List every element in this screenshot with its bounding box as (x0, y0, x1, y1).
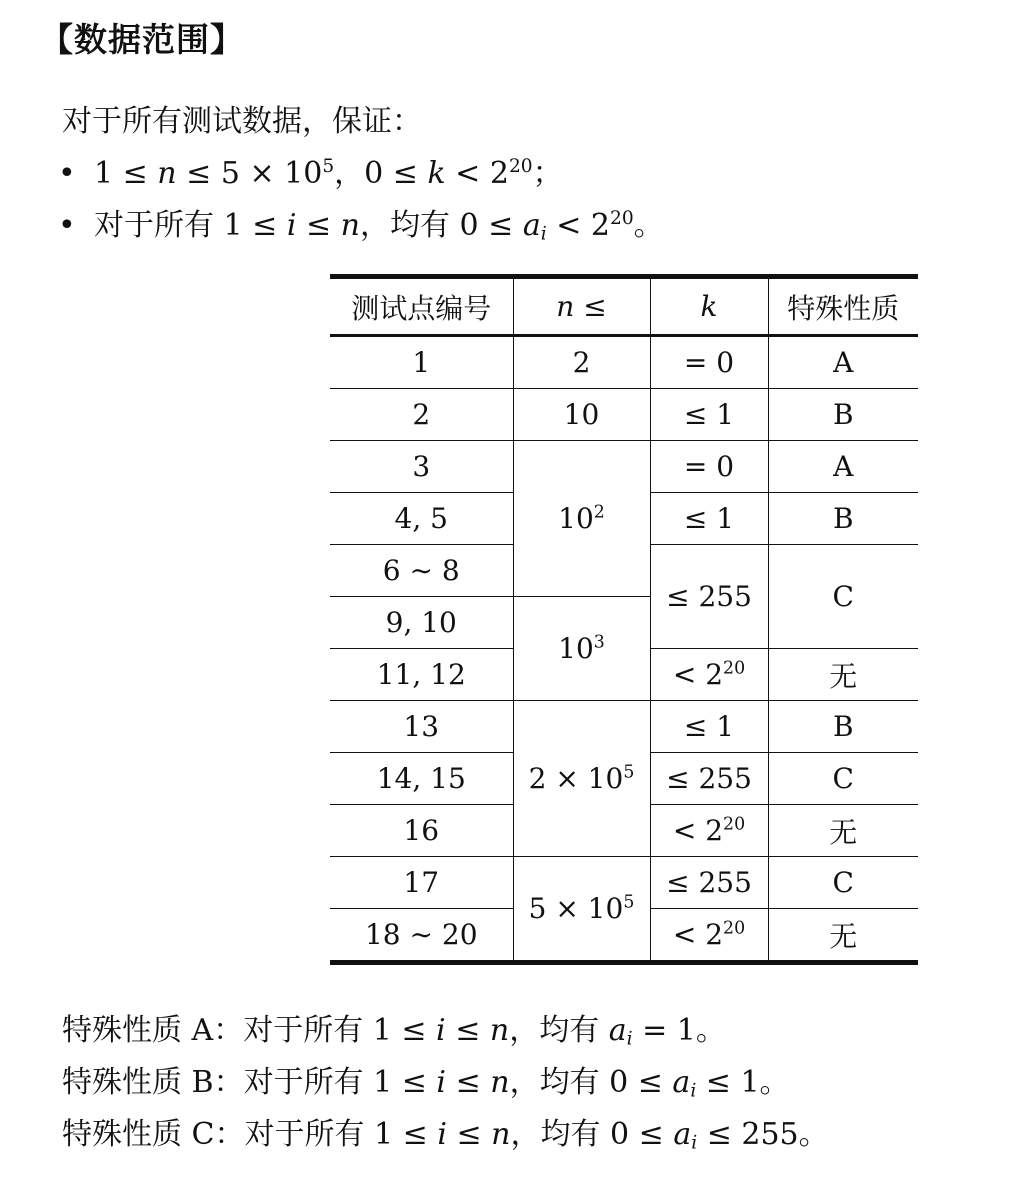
cell-k: ≤ 255 (650, 753, 768, 805)
cell-n: $10^2$ (513, 441, 650, 597)
section-title: 【数据范围】 (40, 20, 244, 59)
cell-property: 无 (768, 909, 918, 963)
cell-property: C (768, 753, 918, 805)
property-note-a: 特殊性质 A：对于所有 1 ≤ i ≤ n，均有 $a_i = 1$。 (62, 1013, 726, 1050)
cell-property: A (768, 336, 918, 389)
cell-n: $5 \times 10^5$ (513, 857, 650, 963)
cell-n: $10^3$ (513, 597, 650, 701)
bullet-dot-icon: • (58, 208, 76, 243)
cell-property: B (768, 701, 918, 753)
cell-k: < $2^{20}$ (650, 909, 768, 963)
cell-case: 17 (330, 857, 513, 909)
cell-k: ≤ 1 (650, 493, 768, 545)
cell-case: 3 (330, 441, 513, 493)
cell-property: C (768, 857, 918, 909)
cell-case: 2 (330, 389, 513, 441)
cell-property: B (768, 493, 918, 545)
cell-k: < $2^{20}$ (650, 649, 768, 701)
table-row (330, 336, 918, 389)
table-row (330, 441, 918, 493)
intro-text: 对于所有测试数据，保证： (62, 104, 422, 139)
constraint-bullet-1: • $1 \le n \le 5 \times 10^5$，$0 \le k < 2^{20}$； (58, 155, 563, 191)
test-case-table (330, 274, 918, 965)
header-property: 特殊性质 (768, 277, 918, 336)
table-row (330, 701, 918, 753)
cell-k: ≤ 255 (650, 857, 768, 909)
cell-case: 14, 15 (330, 753, 513, 805)
cell-case: 13 (330, 701, 513, 753)
header-k: k (650, 277, 768, 336)
table-row (330, 389, 918, 441)
cell-property: 无 (768, 649, 918, 701)
cell-case: 9, 10 (330, 597, 513, 649)
cell-k: = 0 (650, 441, 768, 493)
constraint-bullet-2: • 对于所有 1 ≤ i ≤ n，均有 $0 \le a_i < 2^{20}$。 (58, 207, 664, 245)
cell-property: B (768, 389, 918, 441)
cell-n: $2 \times 10^5$ (513, 701, 650, 857)
bullet-dot-icon: • (58, 156, 76, 191)
cell-k: < $2^{20}$ (650, 805, 768, 857)
table-header-row (330, 277, 918, 336)
cell-property: 无 (768, 805, 918, 857)
cell-case: 4, 5 (330, 493, 513, 545)
cell-case: 6 ∼ 8 (330, 545, 513, 597)
property-note-c: 特殊性质 C：对于所有 1 ≤ i ≤ n，均有 $0 \le a_i \le 255$。 (62, 1117, 829, 1154)
cell-case: 1 (330, 336, 513, 389)
cell-k: ≤ 1 (650, 389, 768, 441)
header-case: 测试点编号 (330, 277, 513, 336)
cell-k: ≤ 1 (650, 701, 768, 753)
cell-k: ≤ 255 (650, 545, 768, 649)
cell-n: 10 (513, 389, 650, 441)
cell-case: 16 (330, 805, 513, 857)
cell-case: 11, 12 (330, 649, 513, 701)
cell-case: 18 ∼ 20 (330, 909, 513, 963)
header-n: n ≤ (513, 277, 650, 336)
table-row (330, 857, 918, 909)
cell-n: 2 (513, 336, 650, 389)
cell-property: C (768, 545, 918, 649)
cell-k: = 0 (650, 336, 768, 389)
property-note-b: 特殊性质 B：对于所有 1 ≤ i ≤ n，均有 $0 \le a_i \le 1$。 (62, 1065, 790, 1102)
cell-property: A (768, 441, 918, 493)
